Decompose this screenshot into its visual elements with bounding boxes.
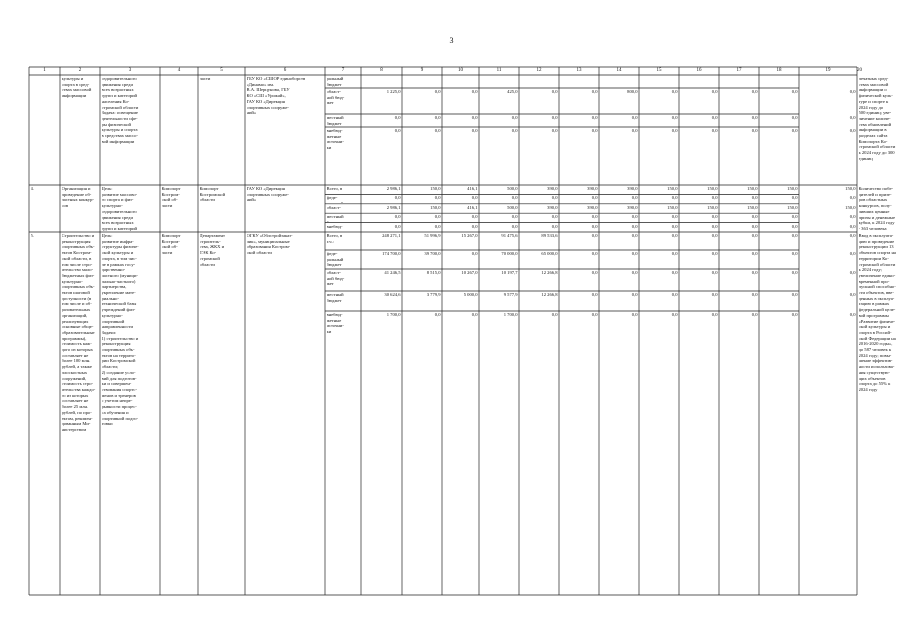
budget-value: 0,0 xyxy=(551,195,558,201)
budget-value: 12 266,8 xyxy=(541,292,558,297)
column-number: 8 xyxy=(380,68,383,73)
budget-value: 51 996,9 xyxy=(424,233,441,238)
budget-value: 150,0 xyxy=(787,204,798,210)
budget-value: 390,0 xyxy=(547,186,558,191)
budget-value: 0,0 xyxy=(849,223,856,229)
budget-value xyxy=(481,76,518,87)
budget-value: 0,0 xyxy=(631,115,638,120)
budget-value: 9 577,9 xyxy=(503,292,518,297)
budget-value: 0,0 xyxy=(791,251,798,256)
budget-value: 0,0 xyxy=(849,292,856,297)
budget-value: 0,0 xyxy=(471,223,478,229)
budget-value: 8 515,0 xyxy=(426,270,441,275)
budget-value: 150,0 xyxy=(747,186,758,191)
budget-value: 5 000,0 xyxy=(463,292,478,297)
row-number: 5. xyxy=(30,233,34,238)
budget-value: 0,0 xyxy=(671,270,678,275)
budget-value: 0,0 xyxy=(394,128,401,133)
budget-value: 0,0 xyxy=(751,195,758,201)
budget-value: 0,0 xyxy=(591,270,598,275)
executor: Комспорт Костромской области xyxy=(199,186,226,203)
budget-value: 0,0 xyxy=(591,128,598,133)
budget-value: 174 700,0 xyxy=(382,251,401,256)
column-number: 15 xyxy=(656,68,662,73)
budget-value: 0,0 xyxy=(791,292,798,297)
funding-source: внебюд- жетные источни- ки xyxy=(326,128,344,151)
funding-source: внебюд- жетные источни- ки xyxy=(326,312,344,335)
column-number: 10 xyxy=(458,68,463,73)
budget-value: 0,0 xyxy=(551,89,558,94)
budget-value: 0,0 xyxy=(631,292,638,297)
budget-value: 2 986,1 xyxy=(386,186,401,191)
budget-value: 0,0 xyxy=(711,251,718,256)
budget-value: 0,0 xyxy=(671,312,678,317)
column-number: 14 xyxy=(616,68,622,73)
column-number: 2 xyxy=(78,68,82,73)
funding-source: област- ной бюд- жет xyxy=(326,89,345,106)
budget-value: 0,0 xyxy=(671,115,678,120)
column-number: 12 xyxy=(536,68,542,73)
funding-source: феде- ральный бюджет xyxy=(326,251,344,268)
budget-value: 1 700,0 xyxy=(386,312,401,317)
budget-value: 0,0 xyxy=(711,214,718,220)
budget-value: 0,0 xyxy=(751,233,758,238)
budget-value: 150,0 xyxy=(667,186,678,191)
budget-value: 0,0 xyxy=(711,233,718,238)
budget-value: 0,0 xyxy=(434,312,441,317)
budget-value xyxy=(801,76,856,87)
funds-recipient: ГБУ КО «СШОР единоборств «Динамо» им. В.А. Шерцунова, ГБУ КО «СШ «Урожай», ГАУ КО «Дирекция спортивных сооруже- ний» xyxy=(246,76,306,116)
budget-value: 0,0 xyxy=(471,89,478,94)
budget-value: 0,0 xyxy=(511,195,518,201)
budget-value: 390,0 xyxy=(627,204,638,210)
budget-value: 0,0 xyxy=(394,214,401,220)
budget-value: 0,0 xyxy=(471,312,478,317)
budget-value: 0,0 xyxy=(551,214,558,220)
budget-value: 150,0 xyxy=(747,204,758,210)
budget-value: 0,0 xyxy=(591,251,598,256)
budget-value: 0,0 xyxy=(394,195,401,201)
funding-source: местный бюджет xyxy=(326,115,344,126)
budget-value: 65 000,0 xyxy=(541,251,558,256)
executor: ласти xyxy=(199,76,211,81)
budget-value: 0,0 xyxy=(711,223,718,229)
budget-value: 0,0 xyxy=(631,251,638,256)
budget-value: 0,0 xyxy=(671,292,678,297)
column-number: 1 xyxy=(43,68,46,73)
funding-source: област- xyxy=(326,204,341,210)
budget-value: 0,0 xyxy=(591,89,598,94)
budget-value: 0,0 xyxy=(631,195,638,201)
budget-value: 0,0 xyxy=(671,195,678,201)
budget-value: 0,0 xyxy=(631,223,638,229)
funding-source: област- ной бюд- жет xyxy=(326,270,345,287)
responsible-executor xyxy=(162,76,197,184)
measure-name: культуры и спорта в сред- ствах массовой информации xyxy=(61,76,92,99)
funds-recipient: ОГКУ «Облстройзаказ- чик», муниципальные образования Костром- ской области xyxy=(246,233,293,256)
funds-recipient: ГАУ КО «Дирекция спортивных сооруже- ний» xyxy=(246,186,289,203)
budget-value: 0,0 xyxy=(434,89,441,94)
budget-value: 500,0 xyxy=(507,204,518,210)
budget-value: 390,0 xyxy=(627,186,638,191)
budget-value: 0,0 xyxy=(671,128,678,133)
budget-value: 1 700,0 xyxy=(503,312,518,317)
budget-value xyxy=(521,76,558,87)
budget-value: 0,0 xyxy=(751,292,758,297)
budget-value: 0,0 xyxy=(471,195,478,201)
funding-source: Всего, в xyxy=(326,186,343,191)
budget-value: 425,0 xyxy=(507,89,518,94)
row-number: 4. xyxy=(30,186,34,191)
budget-value: 0,0 xyxy=(631,128,638,133)
budget-value: 0,0 xyxy=(631,312,638,317)
budget-value: 3 779,9 xyxy=(426,292,441,297)
budget-value: 0,0 xyxy=(671,233,678,238)
budget-value: 0,0 xyxy=(751,89,758,94)
budget-value: 0,0 xyxy=(434,214,441,220)
budget-value: 0,0 xyxy=(591,312,598,317)
budget-value: 0,0 xyxy=(434,223,441,229)
budget-value: 12 266,8 xyxy=(541,270,558,275)
budget-value: 0,0 xyxy=(751,312,758,317)
column-number: 4 xyxy=(177,68,181,73)
measure-name: Организация и проведение об- ластных конкур- сов xyxy=(61,186,94,209)
budget-value: 2 986,1 xyxy=(386,204,401,210)
budget-value: 0,0 xyxy=(711,195,718,201)
budget-value: 150,0 xyxy=(430,204,441,210)
budget-value: 0,0 xyxy=(631,233,638,238)
budget-value: 0,0 xyxy=(791,312,798,317)
goal-and-task: Цель: развитие массово- го спорта и физ- культурно- оздоровительного движения среди всех возрастных групп и категорий xyxy=(101,186,138,231)
budget-value: 0,0 xyxy=(591,223,598,229)
funding-source: местный бюджет xyxy=(326,292,344,303)
funding-source: ральный бюджет xyxy=(326,76,344,87)
budget-value xyxy=(641,76,678,87)
budget-value: 390,0 xyxy=(547,204,558,210)
budget-value xyxy=(561,76,598,87)
budget-value: 0,0 xyxy=(791,223,798,229)
budget-value: 0,0 xyxy=(671,214,678,220)
budget-value: 0,0 xyxy=(671,223,678,229)
budget-value: 0,0 xyxy=(591,214,598,220)
budget-value: 0,0 xyxy=(711,270,718,275)
budget-value: 416,1 xyxy=(467,186,478,191)
budget-value: 0,0 xyxy=(591,233,598,238)
budget-value: 0,0 xyxy=(471,251,478,256)
budget-value: 0,0 xyxy=(849,233,856,238)
budget-value: 150,0 xyxy=(707,186,718,191)
expected-result: печатных сред- ствах массовой информации о физической куль- туре и спорте к 2024 году до 500 единиц; уве- личение количе- ства обновлений информации в разделах сайта Комспорта Ко- стромской области к 2024 году до 300 единиц xyxy=(858,76,896,161)
budget-value: 0,0 xyxy=(791,195,798,201)
funding-source: местный xyxy=(326,214,344,220)
budget-value: 0,0 xyxy=(711,89,718,94)
budget-value: 0,0 xyxy=(434,128,441,133)
budget-value: 0,0 xyxy=(394,115,401,120)
budget-value: 0,0 xyxy=(471,128,478,133)
budget-value: 0,0 xyxy=(551,128,558,133)
budget-value: 150,0 xyxy=(787,186,798,191)
budget-value: 0,0 xyxy=(791,115,798,120)
budget-value: 0,0 xyxy=(751,270,758,275)
budget-value: 0,0 xyxy=(511,223,518,229)
budget-value: 0,0 xyxy=(791,233,798,238)
executor: Департамент строитель- ства, ЖКХ и ТЭК Ко- стромской области xyxy=(199,233,225,267)
funding-source: внебюд- xyxy=(326,223,343,229)
budget-value: 0,0 xyxy=(631,214,638,220)
budget-value: 10 267,0 xyxy=(461,270,478,275)
budget-value: 0,0 xyxy=(711,115,718,120)
budget-value: 0,0 xyxy=(434,115,441,120)
column-number: 6 xyxy=(283,68,287,73)
budget-value: 150,0 xyxy=(845,204,856,210)
budget-value: 10 197,7 xyxy=(501,270,518,275)
budget-value: 0,0 xyxy=(591,292,598,297)
budget-value: 0,0 xyxy=(751,214,758,220)
budget-value: 0,0 xyxy=(751,223,758,229)
column-number: 20 xyxy=(857,68,862,73)
budget-value: 800,0 xyxy=(627,89,638,94)
column-number: 11 xyxy=(496,68,502,73)
column-number: 13 xyxy=(576,68,582,73)
budget-value: 0,0 xyxy=(471,115,478,120)
budget-value: 89 533,6 xyxy=(541,233,558,238)
budget-value: 0,0 xyxy=(671,89,678,94)
budget-value: 416,1 xyxy=(467,204,478,210)
budget-value: 150,0 xyxy=(707,204,718,210)
budget-value: 500,0 xyxy=(507,186,518,191)
budget-value: 390,0 xyxy=(587,186,598,191)
budget-value: 390,0 xyxy=(587,204,598,210)
budget-value: 0,0 xyxy=(849,270,856,275)
budget-value: 0,0 xyxy=(849,312,856,317)
goal-and-task: оздоровительного движения среди всех возрастных групп и категорий населения Ко- стромской области Задача: освещение деятельности сфе- ры физической культуры и спорта в средствах массо- вой информации xyxy=(101,76,139,144)
column-number: 3 xyxy=(128,68,132,73)
column-number: 18 xyxy=(776,68,782,73)
budget-value xyxy=(601,76,638,87)
budget-value: 0,0 xyxy=(671,251,678,256)
responsible-executor: Комспорт Костром- ской об- ласти xyxy=(161,186,181,209)
budget-value: 0,0 xyxy=(751,128,758,133)
budget-value xyxy=(681,76,718,87)
budget-value xyxy=(404,76,441,87)
budget-value: 150,0 xyxy=(430,186,441,191)
budget-value: 0,0 xyxy=(434,195,441,201)
budget-value: 0,0 xyxy=(551,223,558,229)
column-number: 5 xyxy=(220,68,223,73)
column-number: 9 xyxy=(420,68,424,73)
budget-value: 0,0 xyxy=(591,115,598,120)
measure-name: Строительство и реконструкция спортивных объ- ектов Костром- ской области, в том числе стро- ительство мало- бюджетных физ- культурно- спортивных объ- ектов шаговой доступности (в том числе и об- разовательных организаций, реализующих основные обще- образовательные программы), стоимость каж- дого из которых составляет не более 100 млн. рублей, а также плоскостных сооружений, стоимость стро- ительства каждо- го из которых составляет не более 25 млн. рублей, по про- ектам, рекомен- дованным Ми- нистерством xyxy=(61,233,96,432)
column-number: 19 xyxy=(825,68,831,73)
budget-value: 0,0 xyxy=(551,115,558,120)
budget-value: 0,0 xyxy=(849,251,856,256)
budget-value: 0,0 xyxy=(791,270,798,275)
budget-value: 1 225,0 xyxy=(386,89,401,94)
budget-value: 0,0 xyxy=(849,128,856,133)
budget-value: 0,0 xyxy=(849,214,856,220)
responsible-executor: Комспорт Костром- ской об- ласти xyxy=(161,233,181,256)
budget-value: 0,0 xyxy=(711,292,718,297)
budget-value: 0,0 xyxy=(849,115,856,120)
budget-value xyxy=(761,76,798,87)
funding-source: феде- xyxy=(326,195,338,201)
budget-value: 0,0 xyxy=(631,270,638,275)
expected-result: Количество побе- дителей и призе- ров областных конкурсов, полу- чивших ценные призы и денежные кубки, к 2024 году - 363 человека xyxy=(858,186,896,231)
funding-source: Всего, в т.ч.: xyxy=(326,233,343,244)
budget-value: 0,0 xyxy=(849,89,856,94)
budget-value: 39 700,0 xyxy=(424,251,441,256)
budget-value: 0,0 xyxy=(849,195,856,201)
budget-value: 15 267,0 xyxy=(461,233,478,238)
budget-value: 41 246,5 xyxy=(384,270,401,275)
budget-value: 0,0 xyxy=(711,312,718,317)
column-number: 16 xyxy=(696,68,702,73)
budget-value: 0,0 xyxy=(751,115,758,120)
budget-value: 0,0 xyxy=(791,128,798,133)
column-number: 17 xyxy=(736,68,742,73)
page-number: 3 xyxy=(449,36,454,45)
expected-result: Ввод в эксплуата- цию и проведение реконструкции 13 объектов спорта на территории Ко- стромской области к 2024 году; увеличение едино- временной про- пускной способно- сти объектов, вве- денных в эксплуа- тацию в рамках федеральной целе- вой программы «Развитие физиче- ской культуры и спорта в Россий- ской Федерации на 2016-2020 годы», до 587 человек к 2024 году; повы- шение эффектив- ности использова- ния существую- щих объектов спорта до 55% к 2024 году xyxy=(858,233,896,392)
budget-value: 0,0 xyxy=(791,89,798,94)
budget-value xyxy=(721,76,758,87)
budget-value: 0,0 xyxy=(511,214,518,220)
budget-value xyxy=(363,76,401,87)
budget-value: 0,0 xyxy=(471,214,478,220)
budget-value: 30 624,6 xyxy=(384,292,401,297)
budget-value: 91 475,6 xyxy=(501,233,518,238)
budget-value xyxy=(444,76,478,87)
budget-value: 0,0 xyxy=(551,312,558,317)
budget-value: 150,0 xyxy=(845,186,856,191)
budget-value: 0,0 xyxy=(791,214,798,220)
budget-value: 0,0 xyxy=(711,128,718,133)
budget-value: 0,0 xyxy=(394,223,401,229)
budget-value: 70 000,0 xyxy=(501,251,518,256)
budget-value: 0,0 xyxy=(751,251,758,256)
budget-value: 0,0 xyxy=(511,128,518,133)
row-number xyxy=(31,76,59,184)
budget-value: 248 271,1 xyxy=(382,233,401,238)
budget-value: 0,0 xyxy=(591,195,598,201)
goal-and-task: Цель: развитие инфра- структуры физиче- ской культуры и спорта, в том чис- ле в рамках госу- дарственно- частного (муници- пально-частного) партнерства, укрепление мате- риально- технической базы учреждений физ- культурно- спортивной направленности Задачи: 1) строительство и реконструкция спортивных объ- ектов на террито- рии Костромской области; 2) создание усло- вий для подготов- ки и совершен- ствования спортс- менов и тренеров с учетом непре- рывности процес- са обучения и спортивной подго- товки xyxy=(101,233,139,427)
budget-value: 150,0 xyxy=(667,204,678,210)
budget-value: 0,0 xyxy=(511,115,518,120)
column-number: 7 xyxy=(341,68,345,73)
